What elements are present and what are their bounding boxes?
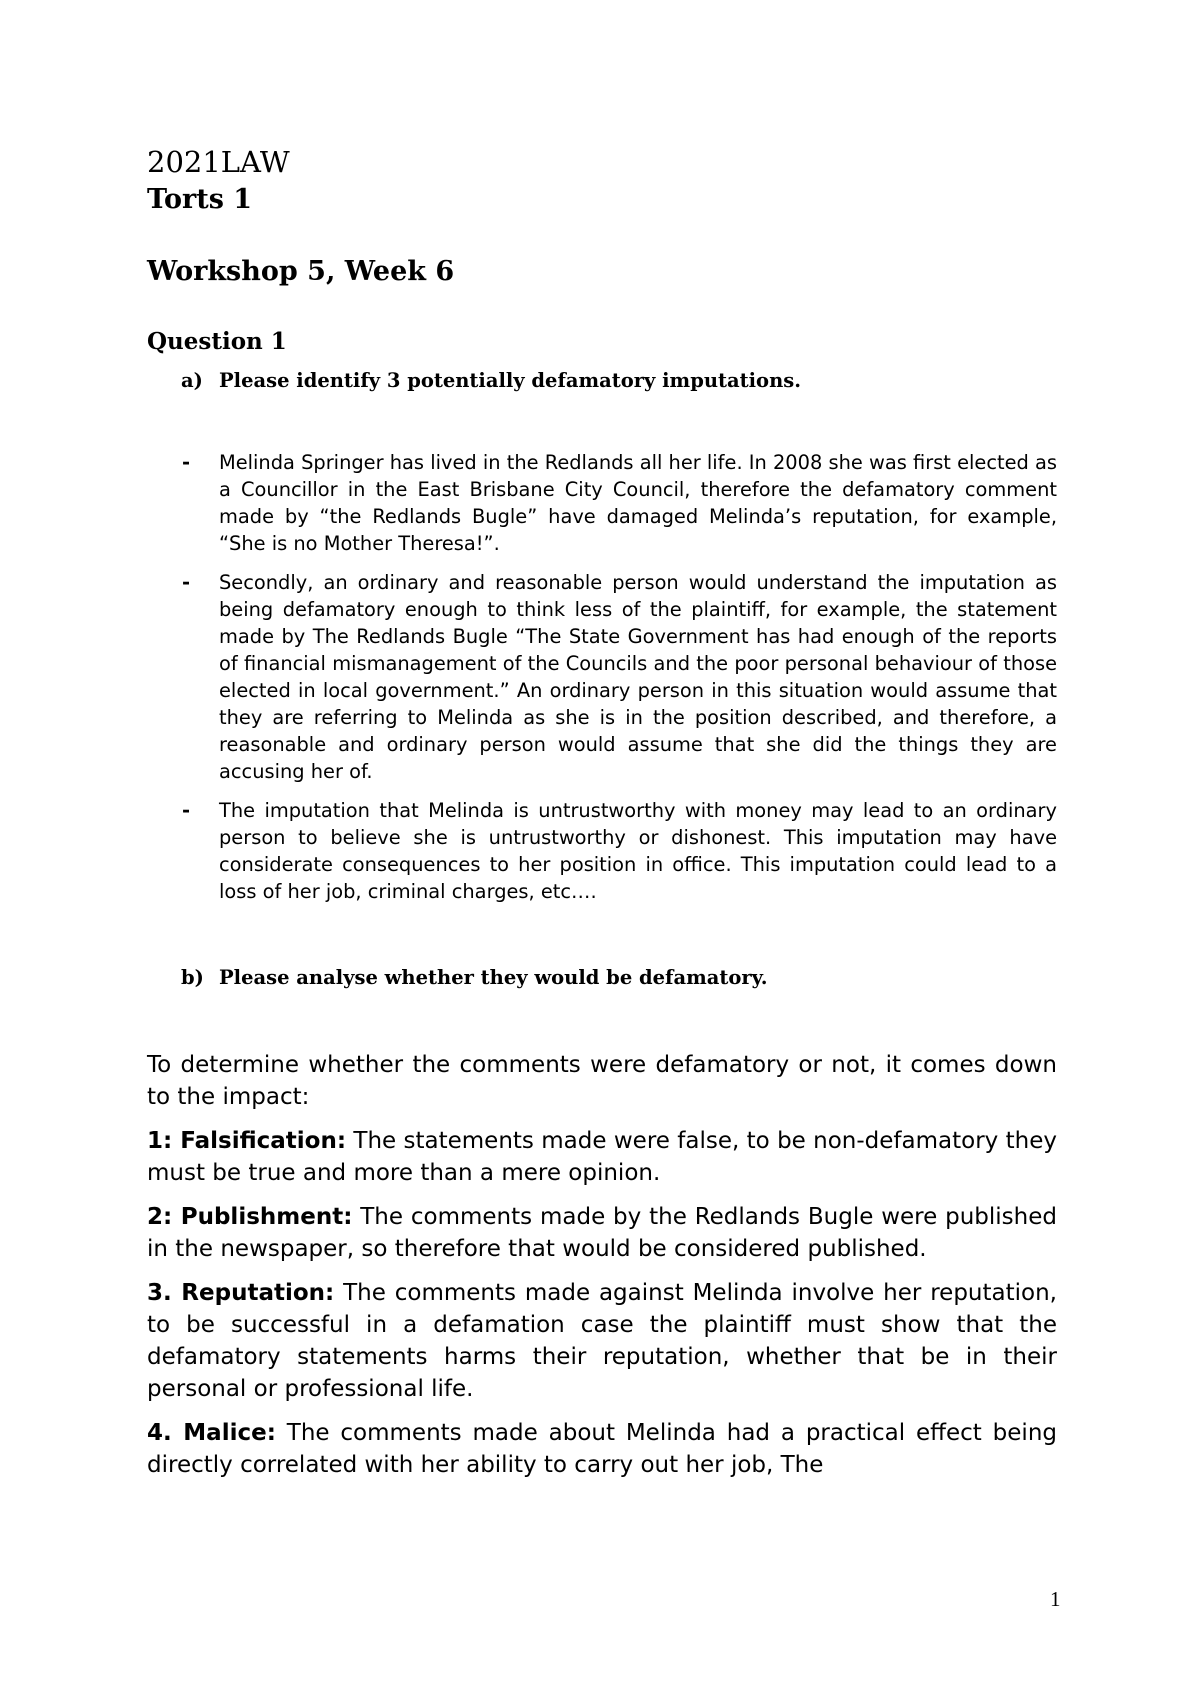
bullet-marker: - [182, 451, 191, 474]
part-a-label: a) [181, 369, 203, 392]
point-term: 2: Publishment: [147, 1204, 353, 1230]
list-item-text: The imputation that Melinda is untrustworthy with money may lead to an ordinary person to believe she is untrustworthy or dishonest. This imputation may have considerate consequences to her position in office. This imputation could lead to a loss of her job, criminal charges, etc…. [219, 799, 1057, 903]
analysis-point-publishment [147, 1201, 1057, 1265]
list-item [182, 569, 1057, 785]
list-item [182, 449, 1057, 557]
part-b-label: b) [181, 966, 204, 989]
analysis-point-malice [147, 1417, 1057, 1481]
page-number: 1 [1050, 1587, 1061, 1611]
part-b-prompt-text: Please analyse whether they would be defamatory. [219, 966, 768, 989]
point-text: The statements made were false, to be non-defamatory they must be true and more than a mere opinion. [147, 1128, 1057, 1186]
analysis-answer [147, 1049, 1057, 1493]
bullet-marker: - [182, 571, 191, 594]
analysis-point-falsification [147, 1125, 1057, 1189]
bullet-marker: - [182, 799, 191, 822]
analysis-point-reputation [147, 1277, 1057, 1405]
analysis-intro: To determine whether the comments were defamatory or not, it comes down to the impact: [147, 1052, 1057, 1110]
course-code: 2021LAW [147, 145, 290, 179]
point-text: The comments made about Melinda had a practical effect being directly correlated with her ability to carry out her job, The [147, 1420, 1057, 1478]
list-item [182, 797, 1057, 905]
imputation-list [182, 449, 1057, 917]
point-term: 4. Malice: [147, 1420, 276, 1446]
part-a-prompt-text: Please identify 3 potentially defamatory imputations. [219, 369, 802, 392]
point-term: 1: Falsification: [147, 1128, 347, 1154]
question-title: Question 1 [147, 328, 287, 355]
part-a-prompt [181, 368, 1061, 394]
point-text: The comments made by the Redlands Bugle were published in the newspaper, so therefore that would be considered published. [147, 1204, 1057, 1262]
point-term: 3. Reputation: [147, 1280, 335, 1306]
workshop-title: Workshop 5, Week 6 [147, 256, 455, 287]
part-b-prompt [181, 965, 1061, 991]
course-name: Torts 1 [147, 184, 253, 215]
list-item-text: Secondly, an ordinary and reasonable person would understand the imputation as being defamatory enough to think less of the plaintiff, for example, the statement made by The Redlands Bugle “The State Government has had enough of the reports of financial mismanagement of the Councils and the poor personal behaviour of those elected in local government.” An ordinary person in this situation would assume that they are referring to Melinda as she is in the position described, and therefore, a reasonable and ordinary person would assume that she did the things they are accusing her of. [219, 571, 1057, 783]
list-item-text: Melinda Springer has lived in the Redlands all her life. In 2008 she was first elected as a Councillor in the East Brisbane City Council, therefore the defamatory comment made by “the Redlands Bugle” have damaged Melinda’s reputation, for example, “She is no Mother Theresa!”. [219, 451, 1057, 555]
point-text: The comments made against Melinda involve her reputation, to be successful in a defamation case the plaintiff must show that the defamatory statements harms their reputation, whether that be in their personal or professional life. [147, 1280, 1057, 1402]
